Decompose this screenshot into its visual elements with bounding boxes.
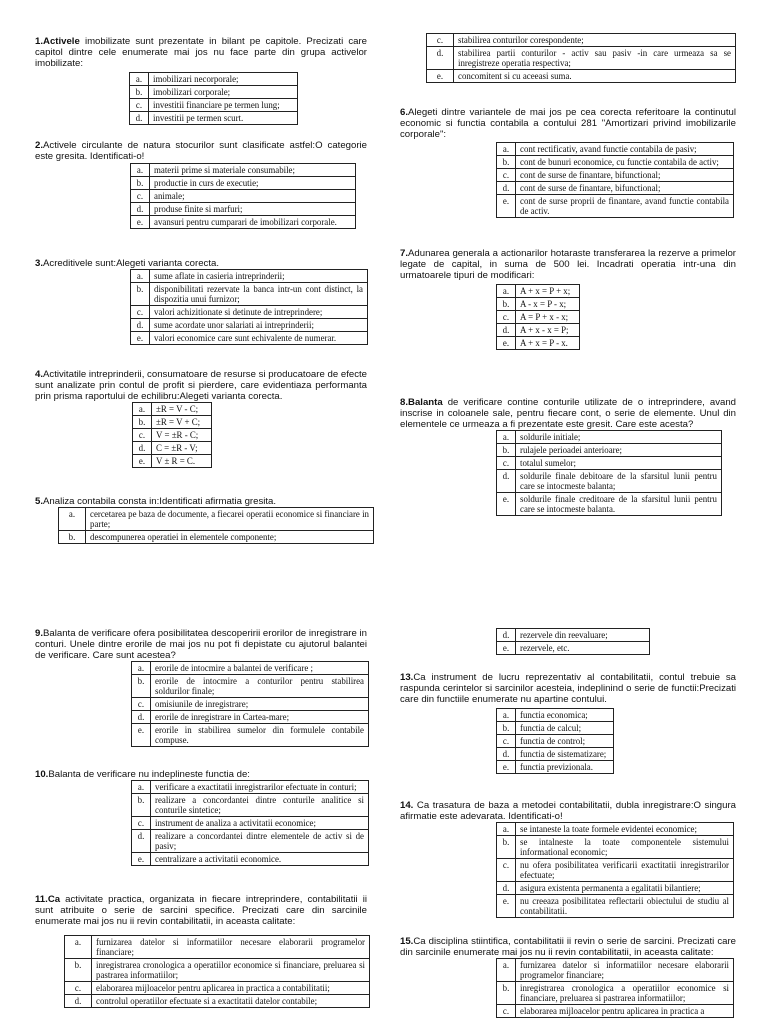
option-row[interactable]: a. cercetarea pe baza de documente, a fiecarei operatii economice si financiare in parte; [59,508,374,531]
option-row[interactable]: c. stabilirea conturilor corespondente; [427,34,736,47]
option-row[interactable]: a. furnizarea datelor si informatiilor necesare elaborarii programelor financiare; [65,936,370,959]
option-row[interactable]: e. valori economice care sunt echivalente de numerar. [131,332,368,345]
question-text: 11.Ca activitate practica, organizata in fiecare intreprindere, contabilitatii ii sunt atribuite o serie de sarcini specifice. Precizati care din sarcinile enumerate mai jos nu ii revin contabilitatii, in aceasta calitate: [35,894,367,927]
question-text: 7.Adunarea generala a actionarilor hotaraste transferarea la rezerve a primelor legate de capital, in suma de 500 lei. Incadrati operatia intr-una din urmatoarele tipuri de modificari: [400,248,736,281]
option-row[interactable]: c. investitii financiare pe termen lung; [130,99,298,112]
question-11 [35,894,375,1008]
question-text: 1.Activele imobilizate sunt prezentate in bilant pe capitole. Precizati care capitol dintre cele enumerate mai jos nu face parte din grupa activelor imobilizate: [35,36,367,69]
options-table [496,822,734,918]
question-7 [400,248,736,350]
option-row[interactable]: d. realizare a concordantei dintre elementele de activ si de pasiv; [132,830,369,853]
options-table [496,430,722,516]
option-row[interactable]: c. omisiunile de inregistrare; [132,698,369,711]
option-row[interactable]: d. erorile de inregistrare in Cartea-mare; [132,711,369,724]
question-text: 10.Balanta de verificare nu indeplineste functia de: [35,769,250,780]
option-row[interactable]: b. erorile de intocmire a conturilor pentru stabilirea soldurilor finale; [132,675,369,698]
option-row[interactable]: a. verificare a exactitatii inregistrarilor efectuate in conturi; [132,781,369,794]
options-table [496,958,734,1018]
options-table-continued [426,33,736,83]
options-table [131,780,369,866]
options-table [130,163,356,229]
option-row[interactable]: e. nu creeaza posibilitatea reflectarii obiectului de studiu al contabilitatii. [497,895,734,918]
options-table [132,402,212,468]
options-table [496,708,614,774]
right-column-top [400,33,736,514]
option-row[interactable]: e. soldurile finale creditoare de la sfarsitul lunii pentru care se intocmeste balanta. [497,493,722,516]
option-row[interactable]: c. A = P + x - x; [497,311,580,324]
option-row[interactable]: b. rulajele perioadei anterioare; [497,444,722,457]
option-row[interactable]: c. V = ±R - C; [133,429,212,442]
right-column-bottom [400,628,736,1016]
option-row[interactable]: a. se intaneste la toate formele evidentei economice; [497,823,734,836]
question-14 [400,800,736,918]
option-row[interactable]: e. V ± R = C. [133,455,212,468]
question-8 [400,397,736,516]
option-row[interactable]: c. instrument de analiza a activitatii economice; [132,817,369,830]
option-row[interactable]: e. centralizare a activitatii economice. [132,853,369,866]
option-row[interactable]: e. erorile in stabilirea sumelor din formulele contabile compuse. [132,724,369,747]
option-row[interactable]: b. se intalneste la toate componentele sistemului informational economic; [497,836,734,859]
option-row[interactable]: d. sume acordate unor salariati ai intreprinderii; [131,319,368,332]
option-row[interactable]: a. ±R = V - C; [133,403,212,416]
option-row[interactable]: e. cont de surse proprii de finantare, avand functie contabila de activ. [497,195,734,218]
option-row[interactable]: a. cont rectificativ, avand functie contabila de pasiv; [497,143,734,156]
question-4 [35,369,367,468]
option-row[interactable]: c. animale; [131,190,356,203]
option-row[interactable]: d. cont de surse de finantare, bifunctional; [497,182,734,195]
question-text: 3.Acreditivele sunt:Alegeti varianta corecta. [35,258,219,269]
option-row[interactable]: e. rezervele, etc. [497,642,650,655]
option-row[interactable]: a. sume aflate in casieria intreprinderii; [131,270,368,283]
option-row[interactable]: c. valori achizitionate si detinute de intreprindere; [131,306,368,319]
option-row[interactable]: b. realizare a concordantei dintre conturile analitice si conturile sintetice; [132,794,369,817]
option-row[interactable]: b. productie in curs de executie; [131,177,356,190]
option-row[interactable]: b. descompunerea operatiei in elementele componente; [59,531,374,544]
question-15 [400,936,736,1018]
option-row[interactable]: d. C = ±R - V; [133,442,212,455]
options-table [131,661,369,747]
option-row[interactable]: c. elaborarea mijloacelor pentru aplicarea in practica a contabilitatii; [65,982,370,995]
option-row[interactable]: a. furnizarea datelor si informatiilor necesare elaborarii programelor financiare; [497,959,734,982]
options-table [58,507,374,544]
question-3 [35,258,367,345]
question-9 [35,628,367,747]
question-text: 2.Activele circulante de natura stocurilor sunt clasificate astfel:O categorie este gresita. Identificati-o! [35,140,367,162]
option-row[interactable]: a. soldurile initiale; [497,431,722,444]
option-row[interactable]: d. functia de sistematizare; [497,748,614,761]
options-table [496,284,580,350]
options-table [129,72,298,125]
option-row[interactable]: d. produse finite si marfuri; [131,203,356,216]
option-row[interactable]: b. imobilizari corporale; [130,86,298,99]
option-row[interactable]: d. soldurile finale debitoare de la sfarsitul lunii pentru care se intocmeste balanta; [497,470,722,493]
option-row[interactable]: c. elaborarea mijloacelor pentru aplicarea in practica a [497,1005,734,1018]
options-table [64,935,370,1008]
question-1 [35,36,367,125]
option-row[interactable]: a. materii prime si materiale consumabile; [131,164,356,177]
option-row[interactable]: e. functia previzionala. [497,761,614,774]
option-row[interactable]: c. cont de surse de finantare, bifunctional; [497,169,734,182]
question-13 [400,672,736,774]
question-6 [400,107,736,218]
question-text: 9.Balanta de verificare ofera posibilitatea descoperirii erorilor de inregistrare in conturi. Unele dintre erorile de mai jos nu pot fi depistate cu ajutorul balantei de verificare. Care sunt acestea? [35,628,367,661]
option-row[interactable]: e. concomitent si cu aceeasi suma. [427,70,736,83]
question-2 [35,140,367,229]
option-row[interactable]: b. ±R = V + C; [133,416,212,429]
question-text: 13.Ca instrument de lucru reprezentativ al contabilitatii, contul trebuie sa raspunda cerintelor si sarcinilor acesteia, indeplinind o serie de functii:Precizati care din functiile enumerate nu apartine contului. [400,672,736,705]
question-text: 4.Activitatile intreprinderii, consumatoare de resurse si producatoare de efecte sunt analizate prin contul de profit si pierdere, care evidentiaza performanta prin prisma raportului de echilibru:Alegeti varianta corecta. [35,369,367,402]
option-row[interactable]: b. inregistrarea cronologica a operatiilor economice si financiare, preluarea si pastrarea informatiilor; [65,959,370,982]
options-table-continued [496,628,650,655]
option-row[interactable]: a. functia economica; [497,709,614,722]
question-10 [35,769,367,866]
question-text: 5.Analiza contabila consta in:Identificati afirmatia gresita. [35,496,277,507]
option-row[interactable]: b. disponibilitati rezervate la banca intr-un cont distinct, la dispozitia unui furnizor; [131,283,368,306]
option-row[interactable]: a. A + x = P + x; [497,285,580,298]
option-row[interactable]: b. inregistrarea cronologica a operatiilor economice si financiare, preluarea si pastrarea informatiilor; [497,982,734,1005]
option-row[interactable]: c. functia de control; [497,735,614,748]
option-row[interactable]: e. A + x = P - x. [497,337,580,350]
option-row[interactable]: d. stabilirea partii conturilor - activ sau pasiv -in care urmeaza sa se inregistreze operatia respectiva; [427,47,736,70]
option-row[interactable]: c. nu ofera posibilitatea verificarii exactitatii inregistrarilor efectuate; [497,859,734,882]
question-text: 15.Ca disciplina stiintifica, contabilitatii ii revin o serie de sarcini. Precizati care din sarcinile enumerate mai jos nu ii revin contabilitatii, in aceasta calitate: [400,936,736,958]
option-row[interactable]: d. A + x - x = P; [497,324,580,337]
option-row[interactable]: a. imobilizari necorporale; [130,73,298,86]
question-5 [35,496,375,544]
options-table [130,269,368,345]
option-row[interactable]: b. A - x = P - x; [497,298,580,311]
question-text: 6.Alegeti dintre variantele de mai jos pe cea corecta referitoare la continutul economic si functia contabila a contului 281 "Amortizari privind imobilizarile corporale": [400,107,736,140]
question-text: 14. Ca trasatura de baza a metodei contabilitatii, dubla inregistrare:O singura afirmatie este adevarata. Identificati-o! [400,800,736,822]
options-table [496,142,734,218]
option-row[interactable]: d. investitii pe termen scurt. [130,112,298,125]
option-row[interactable]: d. controlul operatiilor efectuate si a exactitatii datelor contabile; [65,995,370,1008]
option-row[interactable]: b. cont de bunuri economice, cu functie contabila de activ; [497,156,734,169]
option-row[interactable]: c. totalul sumelor; [497,457,722,470]
option-row[interactable]: d. asigura existenta permanenta a egalitatii bilantiere; [497,882,734,895]
option-row[interactable]: d. rezervele din reevaluare; [497,629,650,642]
option-row[interactable]: e. avansuri pentru cumparari de imobilizari corporale. [131,216,356,229]
option-row[interactable]: a. erorile de intocmire a balantei de verificare ; [132,662,369,675]
question-text: 8.Balanta de verificare contine conturile utilizate de o intreprindere, avand inscrise in coloanele sale, pentru fiecare cont, o serie de elemente. Unul din elementele ce urmeaza a fi prezentate este gresit. Care este acesta? [400,397,736,430]
option-row[interactable]: b. functia de calcul; [497,722,614,735]
